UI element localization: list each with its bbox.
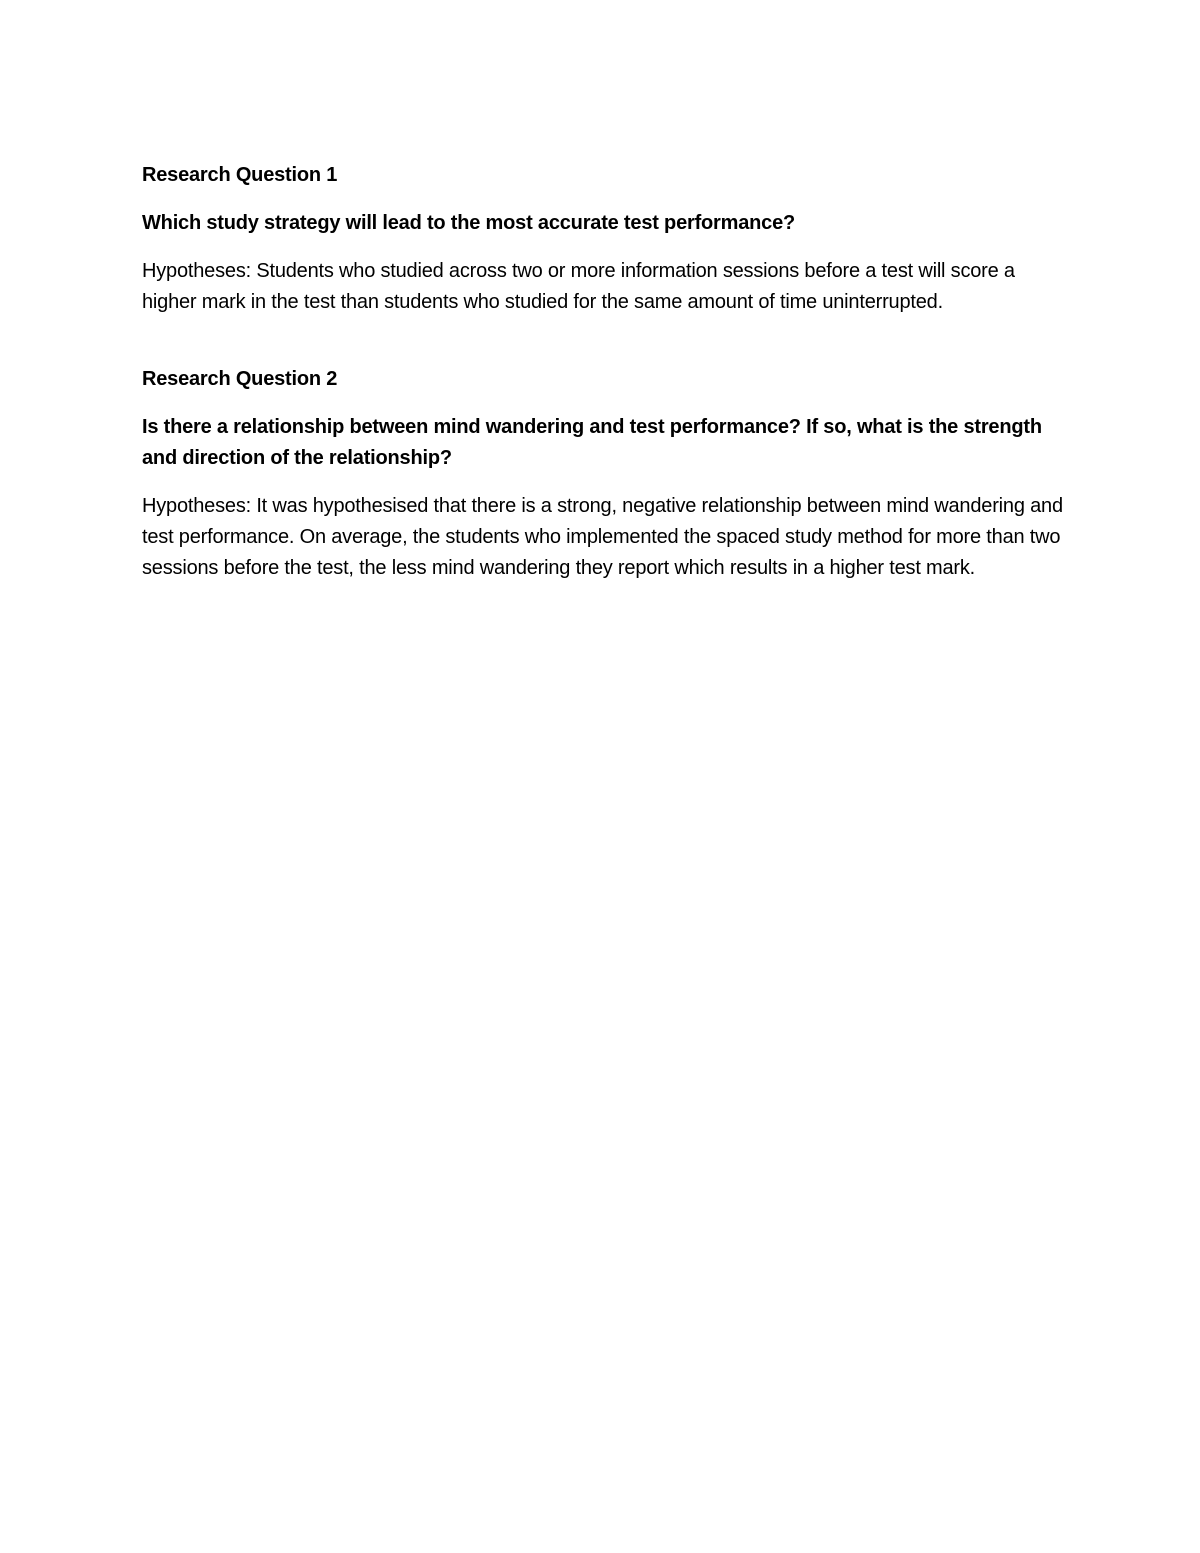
- document-body: [142, 160, 1072, 584]
- research-question-text: Which study strategy will lead to the most accurate test performance?: [142, 212, 796, 234]
- hypothesis-text: Hypotheses: Students who studied across two or more information sessions before a test will score a higher mark in the test than students who studied for the same amount of time uninterrupted.: [142, 260, 1015, 313]
- section-heading: Research Question 2: [142, 368, 338, 390]
- research-question-section-2: [142, 364, 1072, 584]
- research-question-section-1: [142, 160, 1072, 318]
- hypothesis-text: Hypotheses: It was hypothesised that there is a strong, negative relationship between mind wandering and test performance. On average, the students who implemented the spaced study method for more than two sessions before the test, the less mind wandering they report which results in a higher test mark.: [142, 495, 1063, 579]
- section-heading: Research Question 1: [142, 164, 338, 186]
- research-question-text: Is there a relationship between mind wandering and test performance? If so, what is the strength and direction of the relationship?: [142, 416, 1042, 469]
